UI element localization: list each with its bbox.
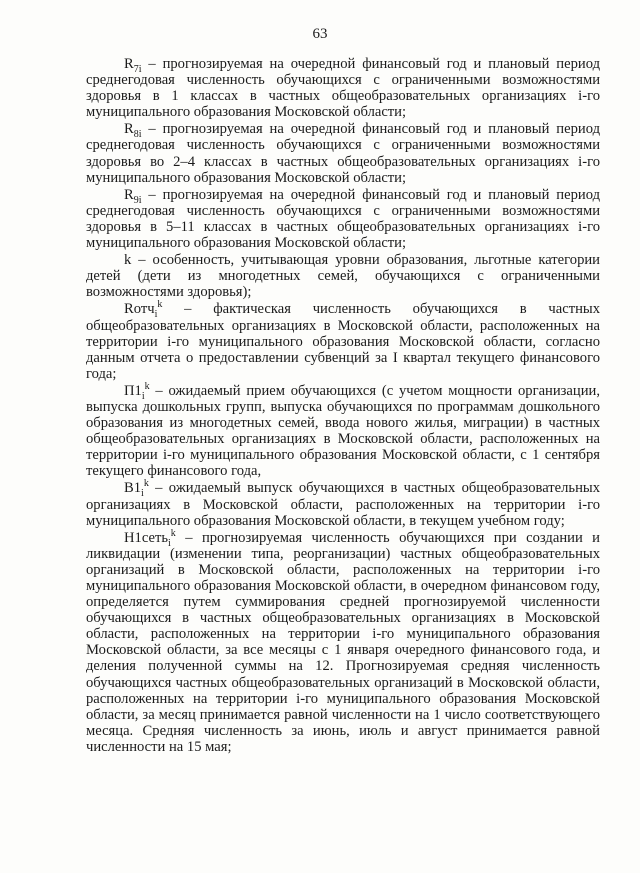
term-superscript: k bbox=[170, 527, 176, 539]
term-subscript: 9i bbox=[133, 194, 142, 206]
term-symbol: R bbox=[124, 121, 134, 138]
definition-text: – фактическая численность обучающихся в частных общеобразовательных организациях в Московской области, расположенных на территории i-го муниципального образования Московской области, согласно данным отчета о предоставлении субвенций за I квартал текущего финансового года; bbox=[86, 301, 600, 382]
definition-text: – ожидаемый выпуск обучающихся в частных общеобразовательных организациях в Московской области, расположенных на территории i-го муниципального образования Московской области, в текущем учебном году; bbox=[86, 480, 600, 529]
term-symbol: R bbox=[124, 56, 134, 72]
term-superscript: k bbox=[157, 299, 163, 311]
definition-text: – прогнозируемая на очередной финансовый год и плановый период среднегодовая численность обучающихся с ограниченными возможностями здоровья во 2–4 классах в частных общеобразовательных организациях i-го муниципального образования Московской области; bbox=[86, 121, 600, 186]
term-symbol: Rотч bbox=[124, 301, 155, 318]
term-superscript: k bbox=[143, 478, 149, 490]
term-subscript: i bbox=[154, 309, 158, 321]
term-symbol: В1 bbox=[124, 480, 142, 497]
definition-text: – особенность, учитывающая уровни образования, льготные категории детей (дети из многодетных семей, обучающихся с ограниченными возможностями здоровья); bbox=[86, 252, 600, 301]
term-subscript: 8i bbox=[133, 129, 142, 141]
term-subscript: i bbox=[141, 390, 145, 402]
document-body bbox=[86, 56, 600, 756]
term-symbol: Н1сеть bbox=[124, 529, 169, 546]
definition-text: – прогнозируемая на очередной финансовый год и плановый период среднегодовая численность обучающихся с ограниченными возможностями здоровья в 1 классах в частных общеобразовательных организациях i-го муниципального образования Московской области; bbox=[86, 56, 600, 121]
page-number: 63 bbox=[312, 26, 328, 42]
definition-v1 bbox=[86, 480, 600, 528]
definition-r9i bbox=[86, 187, 600, 251]
definition-text: – ожидаемый прием обучающихся (с учетом мощности организации, выпуска дошкольных групп, выпуска обучающихся по программам дошкольного образования из многодетных семей, ввода нового жилья, миграции) в частных общеобразовательных организациях в Московской области, расположенных на территории i-го муниципального образования Московской области, с 1 сентября текущего финансового года, bbox=[86, 382, 600, 480]
definition-k bbox=[86, 252, 600, 300]
definition-r7i bbox=[86, 56, 600, 120]
definition-p1 bbox=[86, 383, 600, 480]
definition-text: – прогнозируемая на очередной финансовый год и плановый период среднегодовая численность обучающихся с ограниченными возможностями здоровья в 5–11 классах в частных общеобразовательных организациях i-го муниципального образования Московской области; bbox=[86, 186, 600, 252]
term-subscript: 7i bbox=[133, 63, 142, 75]
term-subscript: i bbox=[168, 537, 171, 549]
term-symbol: k bbox=[124, 252, 132, 269]
definition-text: – прогнозируемая численность обучающихся при создании и ликвидации (изменении типа, реорганизации) частных общеобразовательных организаций в Московской области, расположенных на территории i-го муниципального образования Московской области, в очередном финансовом году, определяется путем суммирования средней прогнозируемой численности обучающихся в частных общеобразовательных организациях в Московской области, расположенных на территории i-го муниципального образования Московской области, за все месяцы с 1 января очередного финансового года, и деления полученной суммы на 12. Прогнозируемая средняя численность обучающихся частных общеобразовательных организаций в Московской области, расположенных на территории i-го муниципального образования Московской области, за месяц принимается равной численности на 1 число соответствующего месяца. Средняя численность за июнь, июль и август принимается равной численности на 15 мая; bbox=[86, 529, 600, 755]
term-subscript: i bbox=[141, 488, 144, 500]
definition-n1set bbox=[86, 527, 600, 755]
term-symbol: R bbox=[124, 186, 134, 203]
definition-rotch bbox=[86, 301, 600, 381]
term-superscript: k bbox=[144, 381, 150, 393]
definition-r8i bbox=[86, 121, 600, 185]
term-symbol: П1 bbox=[124, 382, 142, 399]
